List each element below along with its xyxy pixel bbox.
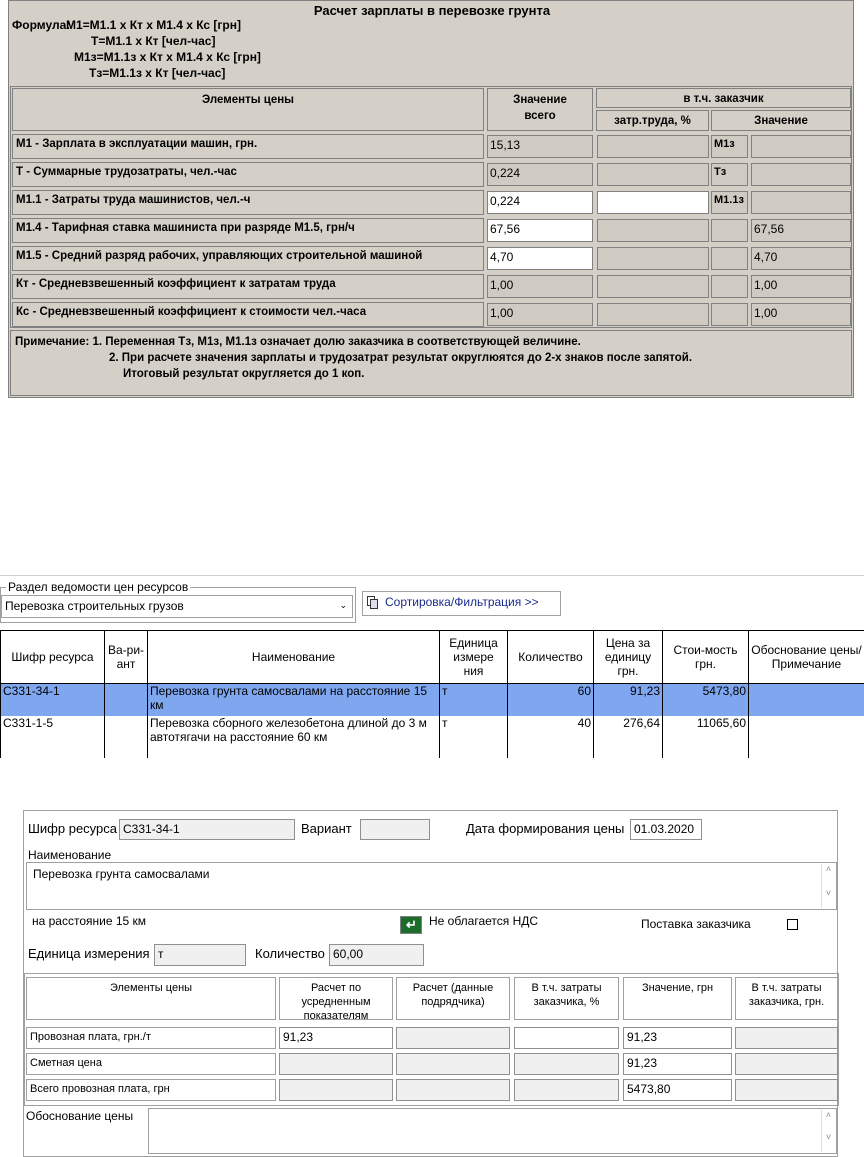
calc-row-pct[interactable]: [597, 275, 709, 298]
detail-header-contractor: Расчет (данные подрядчика): [412, 982, 494, 1008]
panel-title: Расчет зарплаты в перевозке грунта: [313, 3, 551, 18]
scroll-down-icon[interactable]: ˅: [825, 1132, 832, 1142]
col-cost[interactable]: Стои-мость грн.: [663, 631, 749, 684]
calc-row-code: М1.1з: [711, 191, 748, 214]
row-variant: [105, 684, 148, 716]
code-label: Шифр ресурса: [28, 821, 117, 836]
qty-label: Количество: [255, 946, 325, 961]
calc-row-pct[interactable]: [597, 191, 709, 214]
detail-header-value: Значение, грн: [641, 982, 714, 994]
calc-row-pct[interactable]: [597, 247, 709, 270]
calc-row-label: М1.5 - Средний разряд рабочих, управляющих строительной машиной: [12, 246, 484, 271]
detail-header-pct-cell: [514, 977, 619, 1020]
note-2: 2. При расчете значения зарплаты и трудозатрат результат округлюятся до 2-х знаков после запятой.: [109, 352, 693, 364]
calc-row-code: М1з: [711, 135, 748, 158]
calc-row-label: М1.1 - Затраты труда машинистов, чел.-ч: [12, 190, 484, 215]
variant-label: Вариант: [301, 821, 352, 836]
row-code: С331-34-1: [1, 684, 105, 716]
calc-row-value[interactable]: [751, 191, 851, 214]
calc-row-label: Кс - Средневзвешенный коэффициент к стоимости чел.-часа: [12, 302, 484, 327]
calc-row-total[interactable]: 0,224: [487, 163, 593, 186]
calc-row-code: [711, 275, 748, 298]
name-line2: на расстояние 15 км: [32, 914, 147, 928]
detail-row-contractor[interactable]: [396, 1079, 510, 1101]
note-1: Примечание: 1. Переменная Тз, М1з, М1.1з означает долю заказчика в соответствующей величине.: [15, 336, 581, 348]
calc-row-pct[interactable]: [597, 303, 709, 326]
vat-label: Не облагается НДС: [429, 914, 539, 928]
calc-row-total[interactable]: 15,13: [487, 135, 593, 158]
date-label: Дата формирования цены: [466, 821, 625, 836]
header-elements: Элементы цены: [201, 94, 295, 106]
col-name[interactable]: Наименование: [148, 631, 440, 684]
calc-row-total[interactable]: 1,00: [487, 303, 593, 326]
formula-label: Формула:: [12, 18, 71, 32]
detail-row-value[interactable]: 91,23: [623, 1053, 732, 1075]
sort-filter-button[interactable]: [362, 591, 561, 616]
detail-header-value-cell: [623, 977, 732, 1020]
calc-row-code: [711, 247, 748, 270]
name-value: Перевозка грунта самосвалами: [33, 867, 210, 881]
calc-row-label: М1 - Зарплата в эксплуатации машин, грн.: [12, 134, 484, 159]
resources-table: [0, 630, 864, 758]
calc-row-pct[interactable]: [597, 163, 709, 186]
col-code[interactable]: Шифр ресурса: [1, 631, 105, 684]
row-price: 276,64: [594, 716, 663, 758]
calc-row-total[interactable]: 1,00: [487, 275, 593, 298]
detail-row-label: Провозная плата, грн./т: [26, 1027, 276, 1049]
calc-row-value[interactable]: 1,00: [751, 303, 851, 326]
sort-filter-label: Сортировка/Фильтрация >>: [385, 595, 539, 609]
detail-row-value[interactable]: 5473,80: [623, 1079, 732, 1101]
calc-table: [10, 86, 852, 328]
variant-field[interactable]: [360, 819, 430, 840]
col-unit[interactable]: Единица измере ния: [440, 631, 508, 684]
calc-row-value[interactable]: 4,70: [751, 247, 851, 270]
row-name: Перевозка сборного железобетона длиной до 3 м автотягачи на расстояние 60 км: [148, 716, 440, 758]
header-labor-pct: затр.труда, %: [614, 115, 691, 127]
table-row[interactable]: [1, 716, 864, 758]
row-cost: 11065,60: [663, 716, 749, 758]
row-cost: 5473,80: [663, 684, 749, 716]
calc-row-code: Тз: [711, 163, 748, 186]
name-scrollbar[interactable]: [821, 864, 835, 908]
resource-detail-form: [23, 810, 838, 1157]
calc-row-label: Т - Суммарные трудозатраты, чел.-час: [12, 162, 484, 187]
detail-header-contractor-cell: [396, 977, 510, 1020]
notes-box: [10, 330, 852, 396]
formula-2: Т=М1.1 х Кт [чел-час]: [91, 34, 216, 48]
calc-row-label: Кт - Средневзвешенный коэффициент к затратам труда: [12, 274, 484, 299]
header-labor-pct-cell: [596, 110, 709, 131]
scroll-up-icon[interactable]: ˄: [825, 1110, 832, 1120]
row-qty: 60: [508, 684, 594, 716]
chevron-down-icon: ⌄: [339, 600, 347, 610]
section-select[interactable]: [1, 595, 353, 618]
calc-row-code: [711, 219, 748, 242]
detail-row-label: Всего провозная плата, грн: [26, 1079, 276, 1101]
calc-row-value[interactable]: 67,56: [751, 219, 851, 242]
col-note[interactable]: Обоснование цены/ Примечание: [749, 631, 864, 684]
calc-row-pct[interactable]: [597, 135, 709, 158]
supply-checkbox[interactable]: [787, 919, 798, 930]
row-unit: т: [440, 684, 508, 716]
calc-row-value[interactable]: [751, 163, 851, 186]
unit-label: Единица измерения: [28, 946, 150, 961]
calc-row-pct[interactable]: [597, 219, 709, 242]
calc-row-value[interactable]: 1,00: [751, 275, 851, 298]
scroll-up-icon[interactable]: ˄: [825, 864, 832, 874]
section-select-value: Перевозка строительных грузов: [5, 599, 184, 613]
row-price: 91,23: [594, 684, 663, 716]
detail-row-avg[interactable]: [279, 1079, 393, 1101]
detail-header-customer: В т.ч. затраты заказчика, грн.: [748, 982, 825, 1008]
calc-row-total[interactable]: 67,56: [487, 219, 593, 242]
detail-row-customer[interactable]: [735, 1053, 838, 1075]
detail-header-avg-cell: [279, 977, 393, 1020]
salary-calc-panel: [8, 0, 854, 398]
unit-field[interactable]: т: [154, 944, 246, 966]
detail-row-avg[interactable]: [279, 1053, 393, 1075]
detail-row-pct[interactable]: [514, 1053, 619, 1075]
enter-icon-button[interactable]: [400, 916, 422, 934]
row-unit: т: [440, 716, 508, 758]
table-row[interactable]: [1, 684, 864, 716]
code-field[interactable]: С331-34-1: [119, 819, 295, 840]
detail-header-elements: Элементы цены: [109, 982, 193, 994]
detail-row-pct[interactable]: [514, 1079, 619, 1101]
header-value-cell: [711, 110, 851, 131]
header-customer-cell: [596, 88, 851, 108]
detail-row-customer[interactable]: [735, 1079, 838, 1101]
row-variant: [105, 716, 148, 758]
col-variant[interactable]: Ва-ри-ант: [105, 631, 148, 684]
detail-row-customer[interactable]: [735, 1027, 838, 1049]
detail-header-elements-cell: [26, 977, 276, 1020]
formula-3: М1з=М1.1з х Кт х М1.4 х Кс [грн]: [74, 50, 261, 64]
detail-row-avg[interactable]: 91,23: [279, 1027, 393, 1049]
formula-4: Тз=М1.1з х Кт [чел-час]: [89, 66, 226, 80]
row-note: [749, 684, 864, 716]
col-qty[interactable]: Количество: [508, 631, 594, 684]
detail-row-value[interactable]: 91,23: [623, 1027, 732, 1049]
header-total: Значение всего: [513, 94, 567, 122]
calc-row-total[interactable]: 0,224: [487, 191, 593, 214]
detail-header-avg: Расчет по усредненным показателям: [301, 982, 371, 1022]
note-3: Итоговый результат округляется до 1 коп.: [123, 368, 365, 380]
detail-row-contractor[interactable]: [396, 1027, 510, 1049]
detail-elements-table: [24, 973, 839, 1106]
detail-row-contractor[interactable]: [396, 1053, 510, 1075]
date-field[interactable]: 01.03.2020: [630, 819, 702, 840]
name-label: Наименование: [28, 848, 112, 862]
calc-row-code: [711, 303, 748, 326]
col-price[interactable]: Цена за единицу грн.: [594, 631, 663, 684]
row-code: С331-1-5: [1, 716, 105, 758]
qty-field[interactable]: 60,00: [329, 944, 424, 966]
justification-scrollbar[interactable]: [821, 1110, 835, 1152]
justification-label: Обоснование цены: [26, 1109, 134, 1123]
scroll-down-icon[interactable]: ˅: [825, 888, 832, 898]
row-note: [749, 716, 864, 758]
header-elements-cell: [12, 88, 484, 131]
section-legend: Раздел ведомости цен ресурсов: [8, 580, 189, 594]
divider: [0, 575, 864, 576]
calc-row-label: М1.4 - Тарифная ставка машиниста при разряде М1.5, грн/ч: [12, 218, 484, 243]
name-textarea[interactable]: [26, 862, 837, 910]
detail-header-customer-cell: [735, 977, 838, 1020]
calc-row-total[interactable]: 4,70: [487, 247, 593, 270]
header-value: Значение: [754, 115, 808, 127]
resources-header-row: [1, 631, 864, 684]
row-qty: 40: [508, 716, 594, 758]
calc-row-value[interactable]: [751, 135, 851, 158]
supply-label: Поставка заказчика: [641, 917, 751, 931]
detail-row-label: Сметная цена: [26, 1053, 276, 1075]
justification-textarea[interactable]: [148, 1108, 837, 1154]
formula-1: М1=М1.1 х Кт х М1.4 х Кс [грн]: [66, 18, 242, 32]
header-customer: в т.ч. заказчик: [683, 93, 764, 105]
row-name: Перевозка грунта самосвалами на расстояние 15 км: [148, 684, 440, 716]
detail-header-pct: В т.ч. затраты заказчика, %: [531, 982, 602, 1008]
detail-row-pct[interactable]: [514, 1027, 619, 1049]
enter-icon: ↵: [406, 917, 417, 932]
header-total-cell: [487, 88, 593, 131]
filter-icon: [367, 596, 378, 609]
